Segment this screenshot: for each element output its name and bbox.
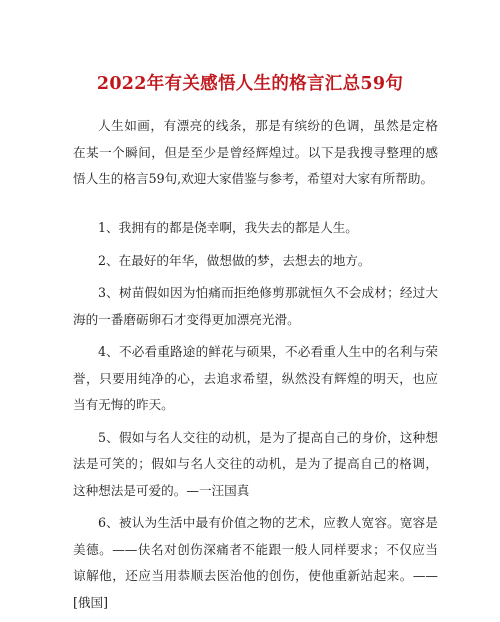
quote-item: 4、不必看重路途的鲜花与硕果，不必看重人生中的名利与荣誉，只要用纯净的心，去追求希望，纵然没有辉煌的明天，也应当有无悔的昨天。 (73, 344, 438, 412)
quote-list (73, 215, 438, 622)
quote-item: 5、假如与名人交往的动机，是为了提高自己的身价，这种想法是可笑的；假如与名人交往的动机，是为了提高自己的格调，这种想法是可爱的。—一汪国真 (73, 429, 438, 498)
quote-item: 3、树苗假如因为怕痛而拒绝修剪那就恒久不会成材；经过大海的一番磨砺卵石才变得更加漂亮光滑。 (73, 285, 438, 327)
document-title: 2022年有关感悟人生的格言汇总59句 (96, 74, 404, 94)
quote-item: 1、我拥有的都是侥幸啊，我失去的都是人生。 (98, 220, 358, 235)
intro-paragraph: 人生如画，有漂亮的线条，那是有缤纷的色调，虽然是定格在某一个瞬间，但是至少是曾经辉煌过。以下是我搜寻整理的感悟人生的格言59句,欢迎大家借鉴与参考，希望对大家有所帮助。 (73, 118, 438, 186)
quote-item: 2、在最好的年华，做想做的梦，去想去的地方。 (98, 252, 371, 268)
quote-item: 6、被认为生活中最有价值之物的艺术，应教人宽容。宽容是美德。——伕名对创伤深痛者不能跟一般人同样要求；不仅应当谅解他，还应当用恭顺去医治他的创伤，使他重新站起来。——[俄国] (73, 515, 438, 610)
